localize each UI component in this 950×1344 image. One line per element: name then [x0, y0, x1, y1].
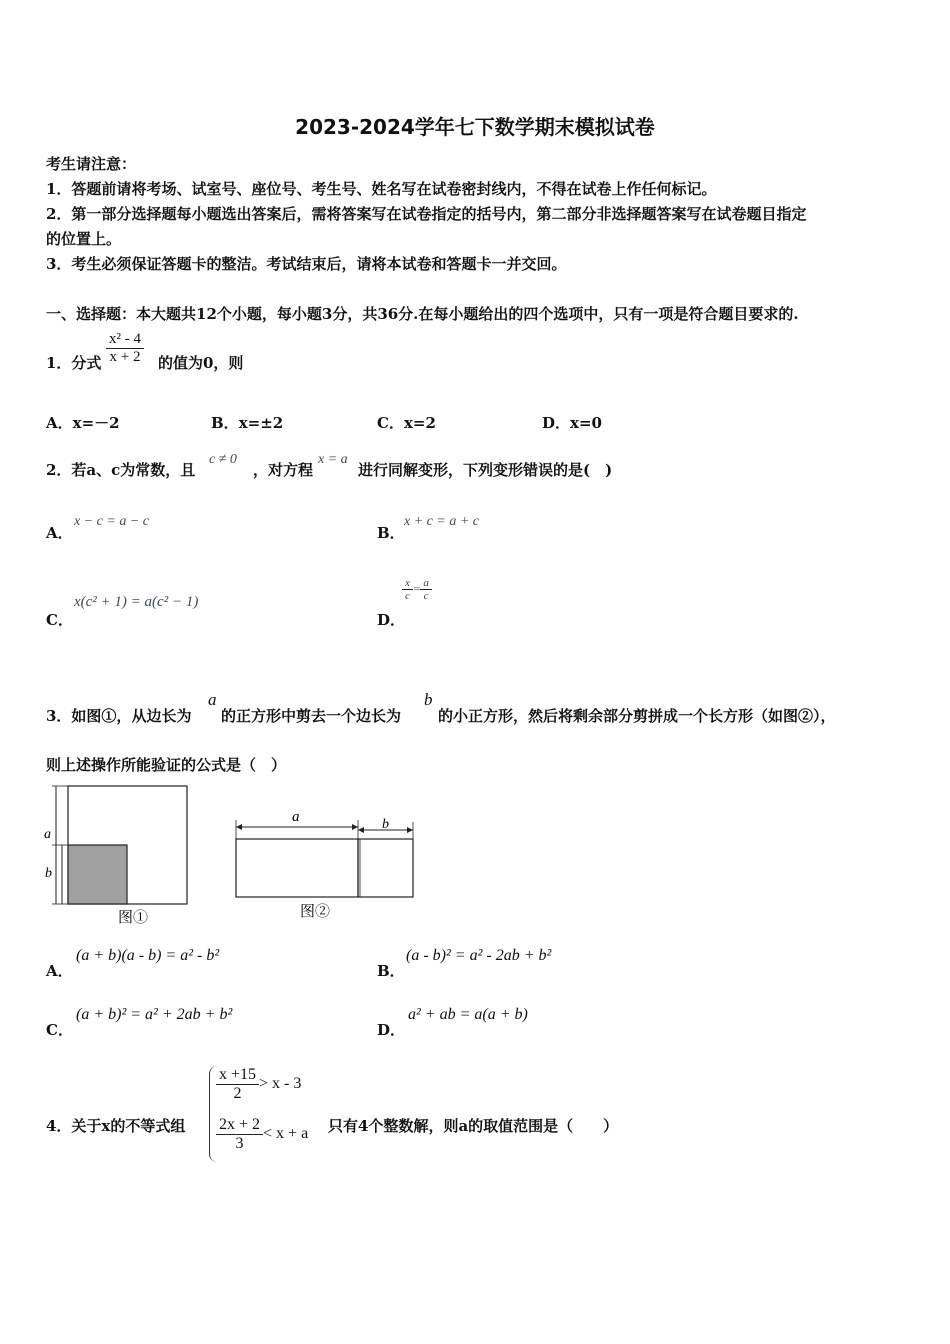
frac-den: c	[405, 590, 410, 602]
q1-option-c[interactable]	[377, 412, 436, 433]
ineq1-rest: > x - 3	[259, 1075, 302, 1093]
option-label: A．	[46, 414, 73, 432]
q2-option-b-math: x + c = a + c	[404, 514, 479, 529]
q1-fraction	[106, 331, 144, 366]
rect-part-b	[358, 839, 413, 897]
q3-text-2: 的正方形中剪去一个边长为	[221, 707, 402, 725]
ineq1-numerator: x +15	[216, 1066, 259, 1085]
inequality-2	[216, 1116, 308, 1153]
page-title: 2023-2024学年七下数学期末模拟试卷	[295, 115, 655, 139]
ineq2-rest: < x + a	[263, 1125, 309, 1143]
option-label: D．	[542, 414, 571, 432]
frac-num: x	[402, 577, 413, 590]
q3-text-3: 的小正方形，然后将剩余部分剪拼成一个长方形（如图②），	[438, 707, 836, 725]
q2-equation: x = a	[318, 452, 348, 467]
figure-2	[228, 800, 428, 925]
q3-option-b-math: (a - b)² = a² - 2ab + b²	[406, 947, 552, 964]
fig2-label-b: b	[382, 817, 389, 832]
fig2-caption: 图②	[300, 904, 331, 920]
q1-numerator: x² - 4	[106, 331, 144, 349]
fig2-label-a: a	[292, 809, 300, 825]
q2-text-1: 2．若a、c为常数，且	[46, 461, 196, 479]
option-label: B．	[211, 414, 239, 432]
equals: =	[412, 583, 421, 596]
q2-text-3: 进行同解变形，下列变形错误的是( )	[358, 461, 613, 479]
small-square	[68, 845, 127, 904]
q3-option-b-label[interactable]: B．	[377, 962, 405, 980]
notice-item: 3．考生必须保证答题卡的整洁。考试结束后，请将本试卷和答题卡一并交回。	[46, 255, 567, 273]
option-label: C．	[377, 414, 404, 432]
q4-suffix: 只有4个整数解，则a的取值范围是（ ）	[328, 1117, 619, 1135]
q4-prefix: 4．关于x的不等式组	[46, 1117, 186, 1135]
option-text: x=－2	[72, 414, 120, 432]
q1-option-b[interactable]	[211, 412, 283, 433]
notice-item: 2．第一部分选择题每小题选出答案后，需将答案写在试卷指定的括号内，第二部分非选择题答案写在试卷题目指定	[46, 205, 807, 223]
option-text: x=±2	[238, 414, 284, 432]
frac-num: a	[420, 577, 432, 590]
q3-text-1: 3．如图①，从边长为	[46, 707, 192, 725]
q3-var-b: b	[424, 690, 433, 709]
q1-option-a[interactable]	[46, 412, 120, 433]
fig1-caption: 图①	[118, 910, 149, 926]
q2-option-c-math: x(c² + 1) = a(c² − 1)	[74, 594, 199, 610]
q1-denominator: x + 2	[109, 349, 141, 365]
ineq2-denominator: 3	[235, 1135, 244, 1152]
rect-part-a	[236, 839, 358, 897]
notice-heading: 考生请注意：	[46, 155, 137, 173]
option-text: x=0	[570, 414, 602, 432]
q3-option-d-math: a² + ab = a(a + b)	[408, 1006, 528, 1023]
fig1-label-b: b	[45, 866, 52, 881]
q1-suffix: 的值为0，则	[158, 354, 244, 372]
q3-var-a: a	[208, 690, 217, 709]
q2-text-2: ，对方程	[253, 461, 314, 479]
q3-option-a-label[interactable]: A．	[46, 962, 73, 980]
inequality-1	[216, 1066, 301, 1103]
q3-text-line2: 则上述操作所能验证的公式是（ ）	[46, 756, 287, 774]
figure-1	[40, 780, 195, 930]
q1-option-d[interactable]	[542, 412, 602, 433]
notice-item: 1．答题前请将考场、试室号、座位号、考生号、姓名写在试卷密封线内，不得在试卷上作任何标记。	[46, 180, 717, 198]
q3-option-d-label[interactable]: D．	[377, 1021, 406, 1039]
option-text: x=2	[403, 414, 436, 432]
q3-option-a-math: (a + b)(a - b) = a² - b²	[76, 947, 220, 964]
fig1-label-a: a	[44, 827, 51, 842]
q2-condition: c ≠ 0	[209, 452, 237, 467]
frac-den: c	[423, 590, 429, 602]
section-heading: 一、选择题：本大题共12个小题，每小题3分，共36分.在每小题给出的四个选项中，只有一项是符合题目要求的.	[46, 305, 799, 323]
q2-option-d-math	[402, 577, 432, 602]
q2-option-b-label[interactable]: B．	[377, 524, 405, 542]
q3-option-c-label[interactable]: C．	[46, 1021, 73, 1039]
q2-option-c-label[interactable]: C．	[46, 611, 73, 629]
q1-prefix: 1．分式	[46, 354, 102, 372]
ineq1-denominator: 2	[233, 1085, 242, 1102]
q2-option-a-math: x − c = a − c	[74, 514, 149, 529]
q3-option-c-math: (a + b)² = a² + 2ab + b²	[76, 1006, 233, 1023]
notice-item: 的位置上。	[46, 230, 122, 248]
q2-option-d-label[interactable]: D．	[377, 611, 406, 629]
ineq2-numerator: 2x + 2	[216, 1116, 263, 1135]
q2-option-a-label[interactable]: A．	[46, 524, 73, 542]
